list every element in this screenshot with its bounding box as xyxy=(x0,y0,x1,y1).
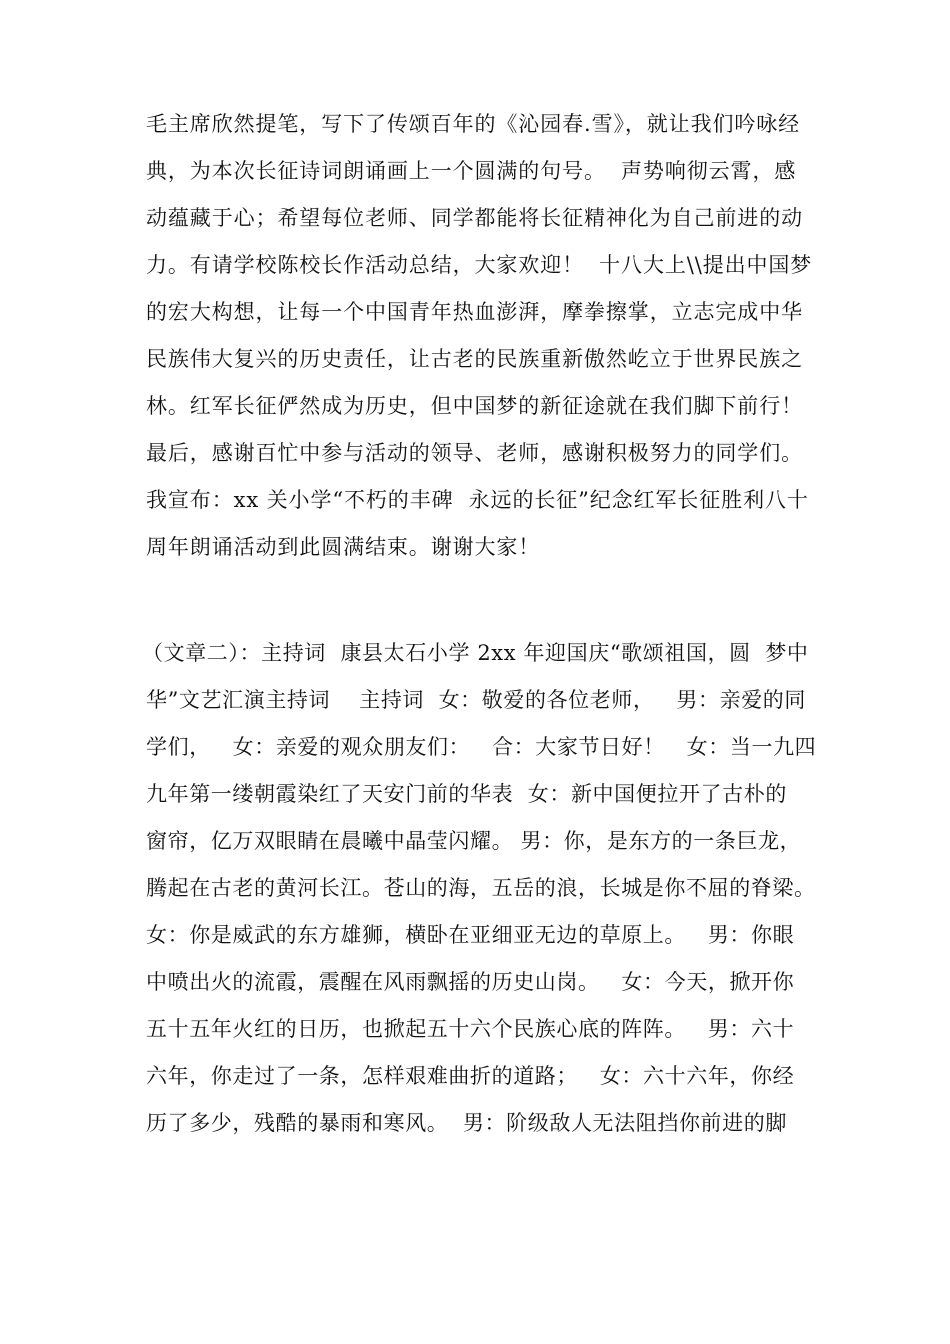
text-line: 毛主席欣然提笔，写下了传颂百年的《沁园春.雪》，就让我们吟咏经 xyxy=(146,112,801,136)
text-line: 民族伟大复兴的历史责任，让古老的民族重新傲然屹立于世界民族之 xyxy=(146,347,803,371)
text-line: 女：你是威武的东方雄狮，横卧在亚细亚无边的草原上。 男：你眼 xyxy=(146,923,795,947)
text-line: 林。红军长征俨然成为历史，但中国梦的新征途就在我们脚下前行！ xyxy=(146,394,803,418)
text-line: 学们， 女：亲爱的观众朋友们： 合：大家节日好！ 女：当一九四 xyxy=(146,735,817,759)
text-line: 华”文艺汇演主持词 主持词 女：敬爱的各位老师， 男：亲爱的同 xyxy=(146,688,807,712)
text-line: 最后，感谢百忙中参与活动的领导、老师，感谢积极努力的同学们。 xyxy=(146,441,803,465)
text-line: 周年朗诵活动到此圆满结束。谢谢大家！ xyxy=(146,535,541,559)
text-line: 典，为本次长征诗词朗诵画上一个圆满的句号。 声势响彻云霄，感 xyxy=(146,159,797,183)
text-line: （文章二）：主持词 康县太石小学 2xx 年迎国庆“歌颂祖国，圆 梦中 xyxy=(142,641,809,665)
text-line: 力。有请学校陈校长作活动总结，大家欢迎！ 十八大上\\提出中国梦 xyxy=(146,253,813,277)
text-line: 动蕴藏于心；希望每位老师、同学都能将长征精神化为自己前进的动 xyxy=(146,206,803,230)
text-line: 历了多少，残酷的暴雨和寒风。 男：阶级敌人无法阻挡你前进的脚 xyxy=(146,1111,787,1135)
text-line: 的宏大构想，让每一个中国青年热血澎湃，摩拳擦掌，立志完成中华 xyxy=(146,300,803,324)
text-line: 中喷出火的流霞，震醒在风雨飘摇的历史山岗。 女：今天，掀开你 xyxy=(146,970,795,994)
text-line: 九年第一缕朝霞染红了天安门前的华表 女：新中国便拉开了古朴的 xyxy=(146,782,787,806)
text-line: 腾起在古老的黄河长江。苍山的海，五岳的浪，长城是你不屈的脊梁。 xyxy=(146,876,816,900)
text-line: 窗帘，亿万双眼睛在晨曦中晶莹闪耀。 男：你，是东方的一条巨龙， xyxy=(146,829,802,853)
text-line: 六年，你走过了一条，怎样艰难曲折的道路； 女：六十六年，你经 xyxy=(146,1064,795,1088)
text-line: 我宣布：xx 关小学“不朽的丰碑 永远的长征”纪念红军长征胜利八十 xyxy=(146,488,809,512)
text-line: 五十五年火红的日历，也掀起五十六个民族心底的阵阵。 男：六十 xyxy=(146,1017,795,1041)
